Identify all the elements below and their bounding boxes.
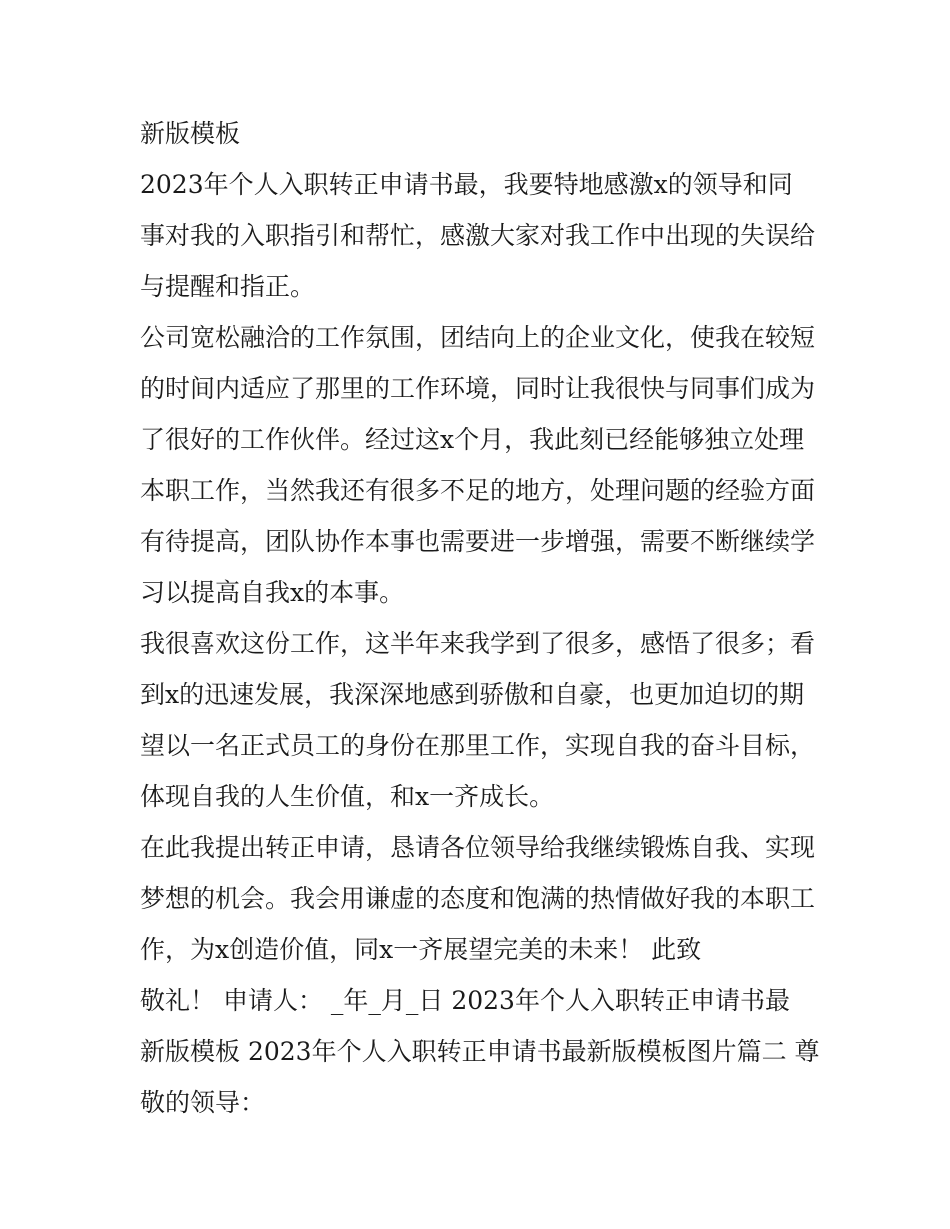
text-line: 2023年个人入职转正申请书最，我要特地感激x的领导和同 bbox=[140, 170, 793, 199]
text-line: 体现自我的人生价值，和x一齐成长。 bbox=[140, 782, 555, 811]
text-line: 我很喜欢这份工作，这半年来我学到了很多，感悟了很多；看 bbox=[140, 629, 816, 658]
text-line: 习以提高自我x的本事。 bbox=[140, 578, 405, 607]
text-line: 敬的领导： bbox=[140, 1088, 266, 1117]
text-line: 有待提高，团队协作本事也需要进一步增强，需要不断继续学 bbox=[140, 527, 816, 556]
document-body bbox=[140, 108, 820, 1128]
text-line: 公司宽松融洽的工作氛围，团结向上的企业文化，使我在较短 bbox=[140, 323, 816, 352]
text-line: 在此我提出转正申请，恳请各位领导给我继续锻炼自我、实现 bbox=[140, 833, 816, 862]
text-line: 敬礼！ 申请人： _年_月_日 2023年个人入职转正申请书最 bbox=[140, 986, 790, 1015]
text-line: 新版模板 2023年个人入职转正申请书最新版模板图片篇二 尊 bbox=[140, 1037, 820, 1066]
text-line: 望以一名正式员工的身份在那里工作，实现自我的奋斗目标， bbox=[140, 731, 816, 760]
text-line: 梦想的机会。我会用谦虚的态度和饱满的热情做好我的本职工 bbox=[140, 884, 816, 913]
text-line: 到x的迅速发展，我深深地感到骄傲和自豪，也更加迫切的期 bbox=[140, 680, 805, 709]
text-line: 事对我的入职指引和帮忙，感激大家对我工作中出现的失误给 bbox=[140, 221, 816, 250]
text-line: 的时间内适应了那里的工作环境，同时让我很快与同事们成为 bbox=[140, 374, 816, 403]
text-line: 作，为x创造价值，同x一齐展望完美的未来！ 此致 bbox=[140, 935, 702, 964]
text-line: 本职工作，当然我还有很多不足的地方，处理问题的经验方面 bbox=[140, 476, 816, 505]
text-line: 了很好的工作伙伴。经过这x个月，我此刻已经能够独立处理 bbox=[140, 425, 805, 454]
text-line: 与提醒和指正。 bbox=[140, 272, 316, 301]
text-line-heading: 新版模板 bbox=[140, 119, 241, 148]
